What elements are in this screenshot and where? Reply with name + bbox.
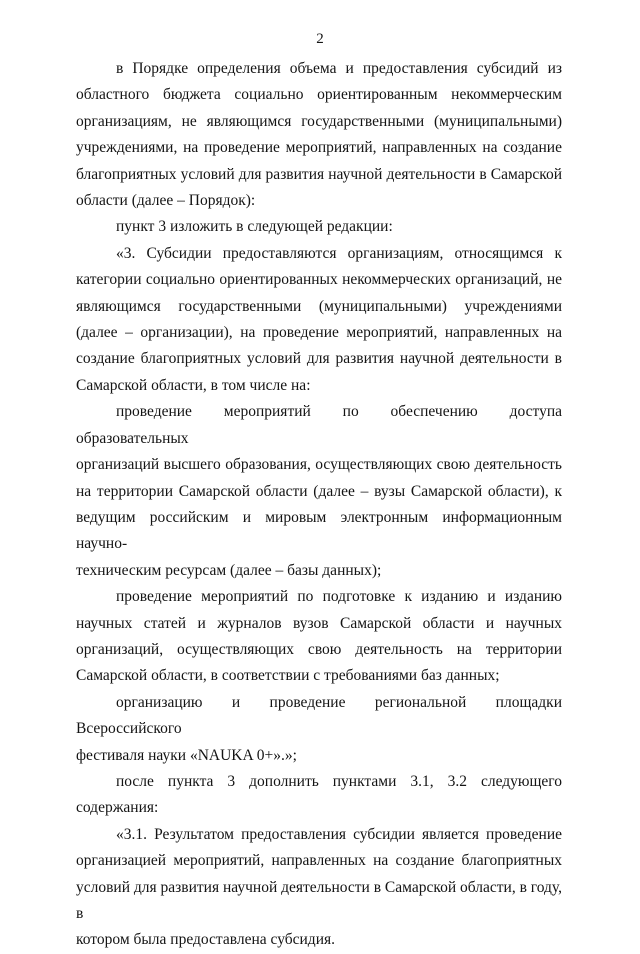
page-number: 2 <box>316 31 324 47</box>
text-line: проведение мероприятий по подготовке к изданию и изданию <box>116 588 562 606</box>
text-line: ведущим российским и мировым электронным информационным научно- <box>76 508 562 553</box>
text-line: организаций, осуществляющих свою деятельность на территории <box>76 640 562 658</box>
text-line: благоприятных условий для развития научной деятельности в Самарской <box>76 165 562 183</box>
text-line: котором была предоставлена субсидия. <box>76 931 335 949</box>
paragraph-point3-text <box>76 241 562 399</box>
paragraph-procedure <box>76 56 562 214</box>
text-line: Самарской области, в соответствии с требованиями баз данных; <box>76 667 500 685</box>
text-line: организацией мероприятий, направленных на создание благоприятных <box>76 852 562 870</box>
paragraph-festival <box>76 690 562 769</box>
text-line: проведение мероприятий по обеспечению доступа образовательных <box>76 403 562 447</box>
text-line: организациям, не являющимся государственными (муниципальными) <box>76 112 562 130</box>
text-line: организацию и проведение региональной площадки Всероссийского <box>76 693 562 738</box>
text-line: фестиваля науки «NAUKA 0+».»; <box>76 746 297 764</box>
text-line: пункт 3 изложить в следующей редакции: <box>116 218 393 236</box>
text-line: на территории Самарской области (далее – вузы Самарской области), к <box>76 482 562 500</box>
text-line: Самарской области, в том числе на: <box>76 376 311 394</box>
paragraph-point3-intro <box>76 214 562 240</box>
text-line: (далее – организации), на проведение мероприятий, направленных на <box>76 324 562 342</box>
text-line: создание благоприятных условий для развития научной деятельности в <box>76 350 562 368</box>
paragraph-database-access <box>76 399 562 584</box>
text-line: организаций высшего образования, осуществляющих свою деятельность <box>76 456 562 474</box>
text-line: в Порядке определения объема и предоставления субсидий из <box>116 60 562 77</box>
text-line: научных статей и журналов вузов Самарской области и научных <box>76 614 562 632</box>
document-body <box>76 56 562 954</box>
text-line: после пункта 3 дополнить пунктами 3.1, 3.2 следующего содержания: <box>76 772 562 817</box>
text-line: областного бюджета социально ориентированным некоммерческим <box>76 86 562 104</box>
paragraph-add-points <box>76 769 562 822</box>
text-line: «3.1. Результатом предоставления субсидии является проведение <box>116 825 562 843</box>
text-line: учреждениями, на проведение мероприятий, направленных на создание <box>76 139 562 157</box>
paragraph-publishing <box>76 584 562 690</box>
text-line: «3. Субсидии предоставляются организациям, относящимся к <box>116 244 562 262</box>
paragraph-point3-1 <box>76 822 562 954</box>
text-line: области (далее – Порядок): <box>76 192 256 210</box>
text-line: условий для развития научной деятельности в Самарской области, в году, в <box>76 878 562 922</box>
text-line: являющимся государственными (муниципальными) учреждениями <box>76 297 562 315</box>
text-line: категории социально ориентированных некоммерческих организаций, не <box>76 271 562 289</box>
text-line: техническим ресурсам (далее – базы данных); <box>76 561 382 579</box>
